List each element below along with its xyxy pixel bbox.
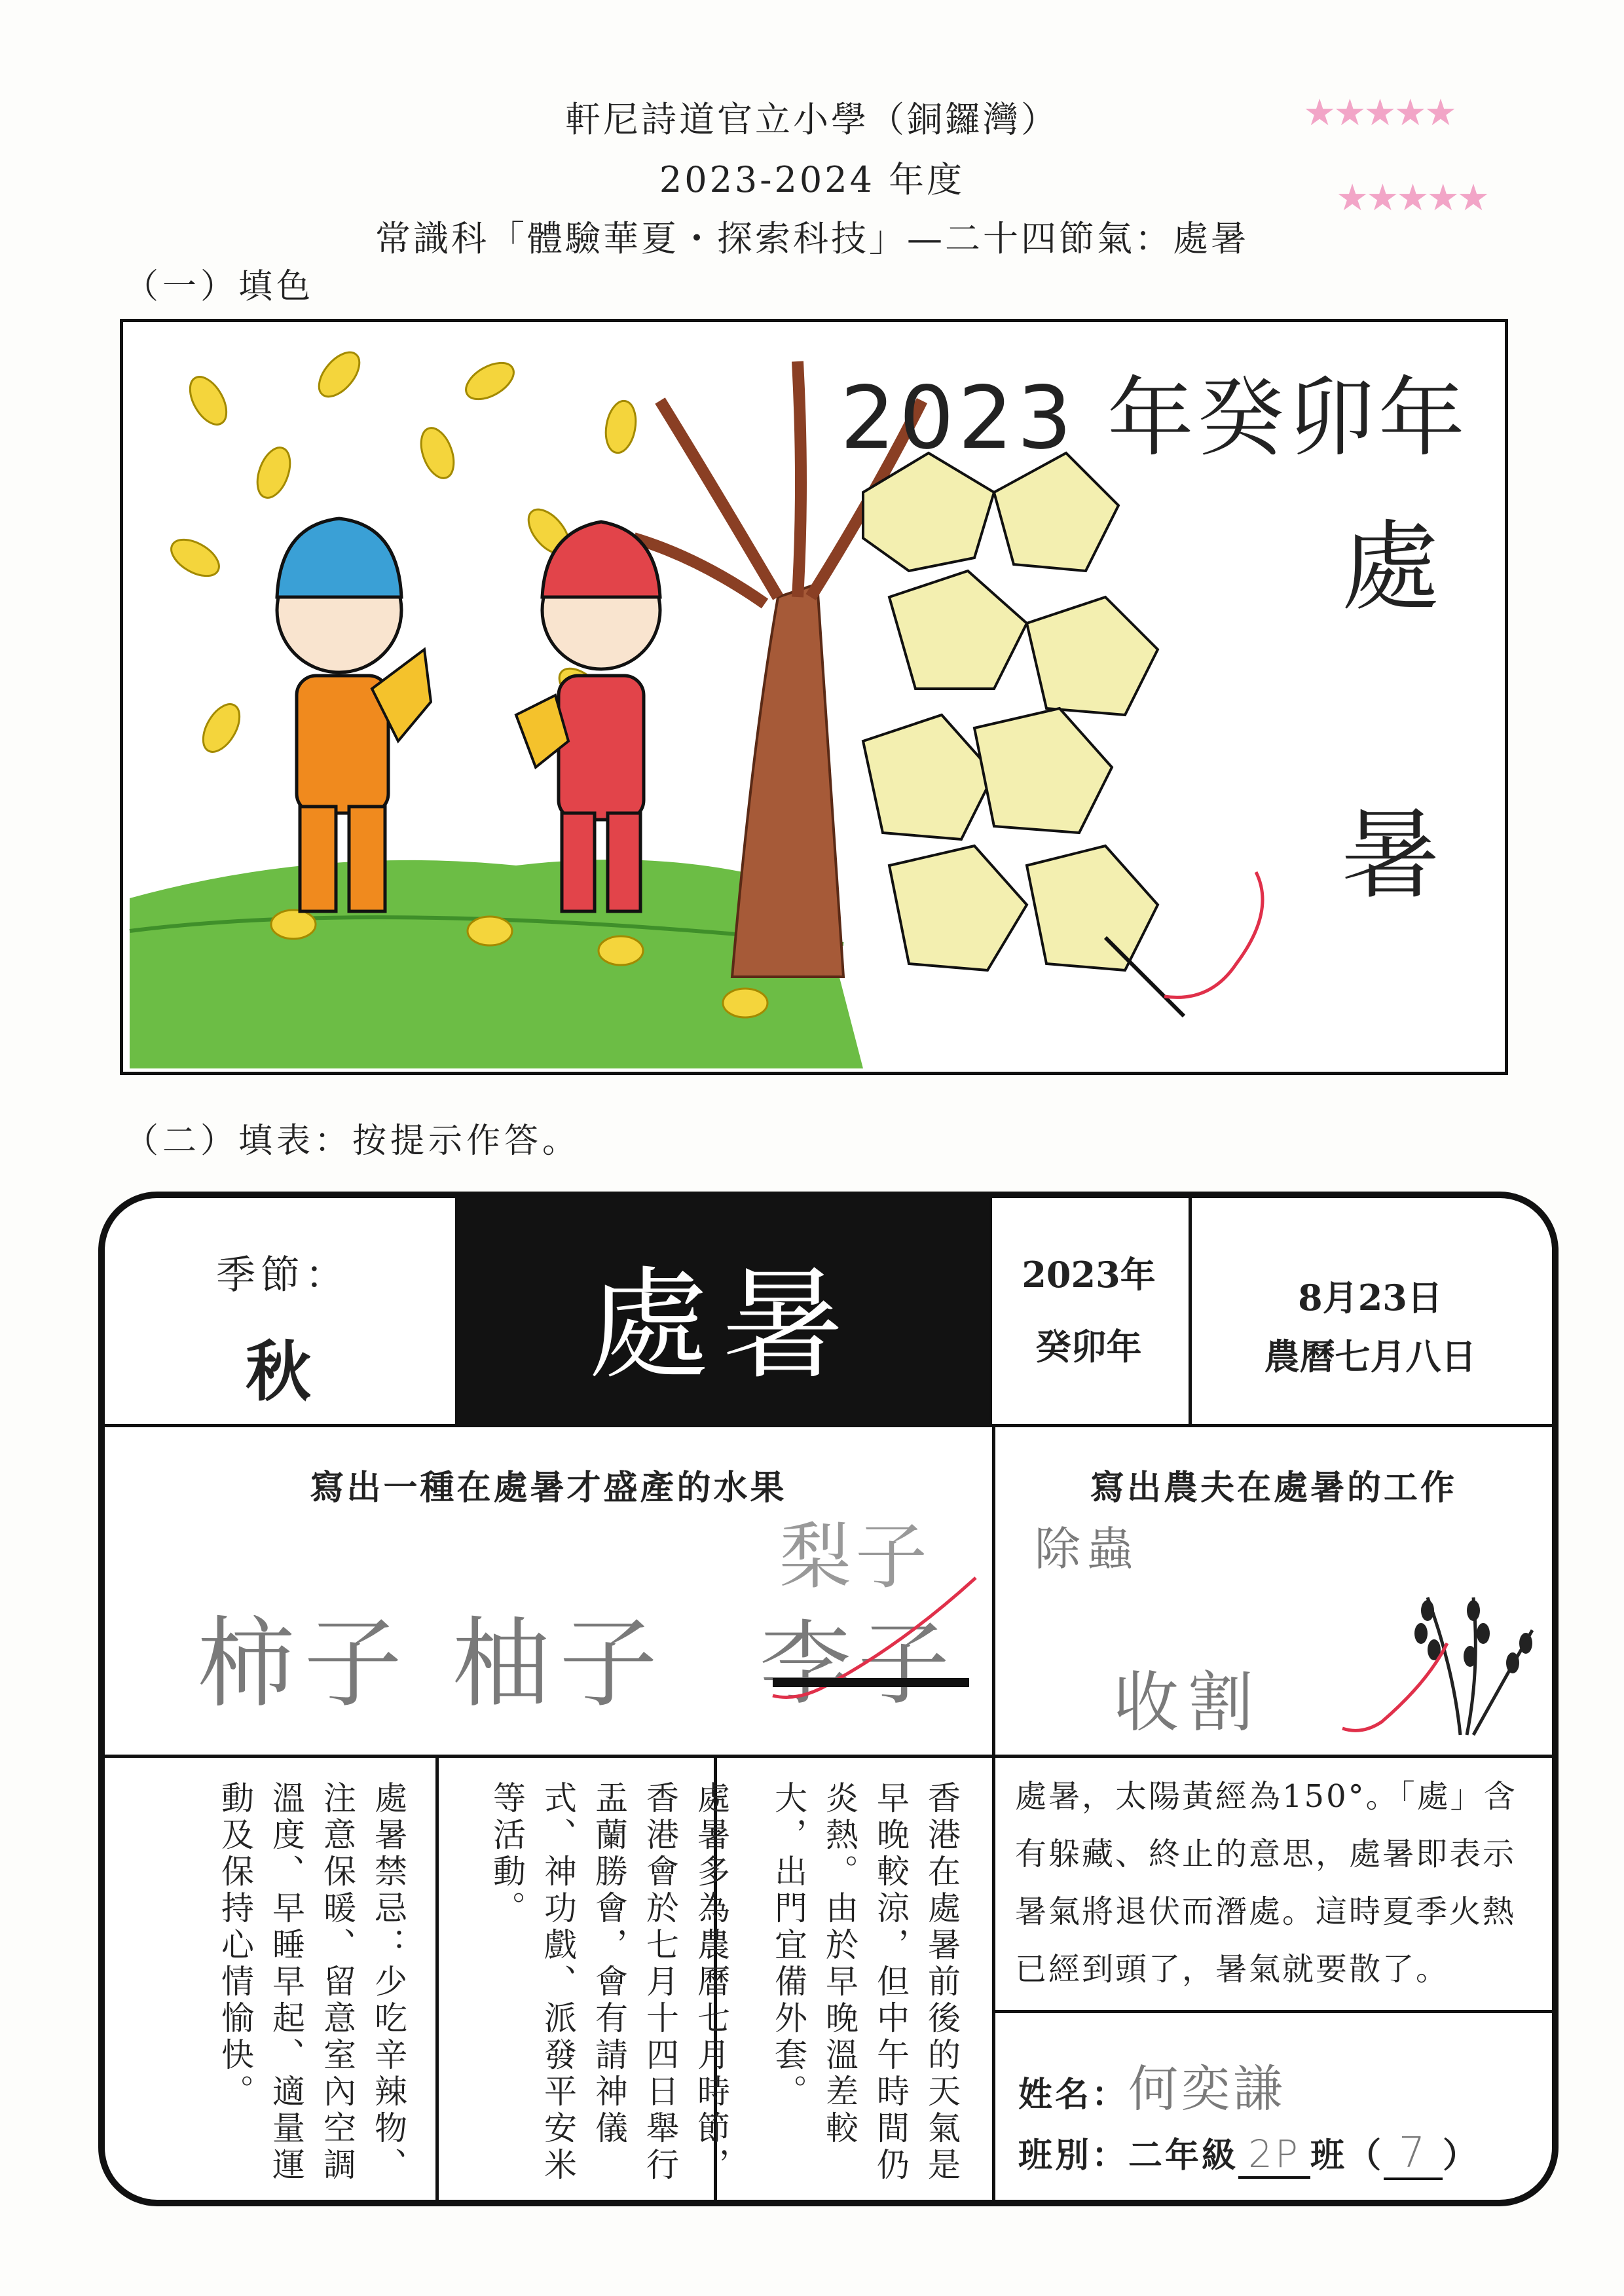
school-year: 2023-2024 年度 — [659, 159, 965, 200]
farmer-answer-1: 除蟲 — [1035, 1522, 1139, 1576]
student-name-value: 何奕謙 — [1128, 2060, 1286, 2118]
season-cell — [105, 1198, 455, 1424]
illustration-year-title: 2023 年癸卯年 — [840, 368, 1469, 469]
tree-trunk — [732, 584, 843, 977]
fruit-correction: 梨子 — [779, 1515, 931, 1599]
coloring-illustration — [120, 319, 1508, 1075]
class-number-open: （ — [1347, 2136, 1384, 2176]
date-cell — [1189, 1198, 1552, 1424]
name-label: 姓名： — [1018, 2075, 1129, 2115]
girl-figure — [516, 522, 660, 911]
boy-figure — [277, 519, 431, 911]
class-grade: 二年級 — [1128, 2136, 1239, 2176]
section-2-label: （二）填表：按提示作答。 — [124, 1121, 581, 1161]
year-value: 2023年 — [1022, 1254, 1156, 1296]
solar-term-card — [98, 1192, 1559, 2206]
fruit-answer-2: 柚子 — [452, 1607, 667, 1721]
class-prefix: 班別： — [1018, 2136, 1129, 2176]
section-1-label: （一）填色 — [124, 267, 315, 306]
class-word: 班 — [1310, 2136, 1348, 2176]
season-value: 秋 — [246, 1333, 311, 1410]
festival-text: 處暑多為農曆七月時節，香港會於七月十四日舉行盂蘭勝會，會有請神儀式、神功戲、派發平安米等活動。 — [488, 1781, 730, 2184]
farmer-question: 寫出農夫在處暑的工作 — [1090, 1468, 1457, 1508]
fruit-question: 寫出一種在處暑才盛產的水果 — [310, 1468, 787, 1508]
term-name-cell — [455, 1198, 989, 1424]
year-cell — [989, 1198, 1189, 1424]
fruit-answer-3: 李子 — [760, 1611, 957, 1718]
illustration-term-char-2: 暑 — [1341, 799, 1440, 913]
farmer-answer-2: 收割 — [1113, 1664, 1263, 1741]
fruit-answer-1: 柿子 — [196, 1607, 412, 1721]
subject-title: 常識科「體驗華夏・探索科技」—二十四節氣：處暑 — [375, 218, 1249, 259]
student-name-row — [1018, 2049, 1285, 2121]
red-check-mark — [1164, 872, 1263, 997]
fruit-check-mark — [760, 1565, 995, 1709]
date-value: 8月23日 — [1298, 1277, 1443, 1319]
maple-leaf-cluster — [863, 453, 1158, 970]
ganzhi-value: 癸卯年 — [1035, 1326, 1142, 1368]
student-class-row — [1018, 2128, 1479, 2180]
school-name: 軒尼詩道官立小學（銅鑼灣） — [565, 99, 1059, 140]
term-info-text: 處暑，太陽黃經為150°。「處」含有躲藏、終止的意思，處暑即表示暑氣將退伏而潛處。這時夏季火熱已經到頭了，暑氣就要散了。 — [1015, 1778, 1517, 1988]
star-stamp-row-1: ★★★★★ — [1303, 92, 1455, 134]
season-label: 季節： — [216, 1252, 350, 1298]
class-value: 2P — [1238, 2132, 1310, 2179]
star-stamp-row-2: ★★★★★ — [1336, 177, 1488, 219]
class-number: 7 — [1384, 2129, 1443, 2180]
weather-text: 香港在處暑前後的天氣是早晚較涼，但中午時間仍炎熱。由於早晚溫差較大，出門宜備外套。 — [769, 1781, 961, 2184]
rice-plant-icon — [1336, 1571, 1552, 1741]
taboo-text: 處暑禁忌：少吃辛辣物、注意保暖、留意室內空調溫度、早睡早起、適量運動及保持心情愉快。 — [216, 1781, 407, 2184]
illustration-term-char-1: 處 — [1341, 511, 1440, 625]
term-name: 處暑 — [587, 1254, 857, 1396]
class-number-close: ） — [1443, 2136, 1480, 2176]
lunar-date-value: 農曆七月八日 — [1264, 1336, 1477, 1377]
